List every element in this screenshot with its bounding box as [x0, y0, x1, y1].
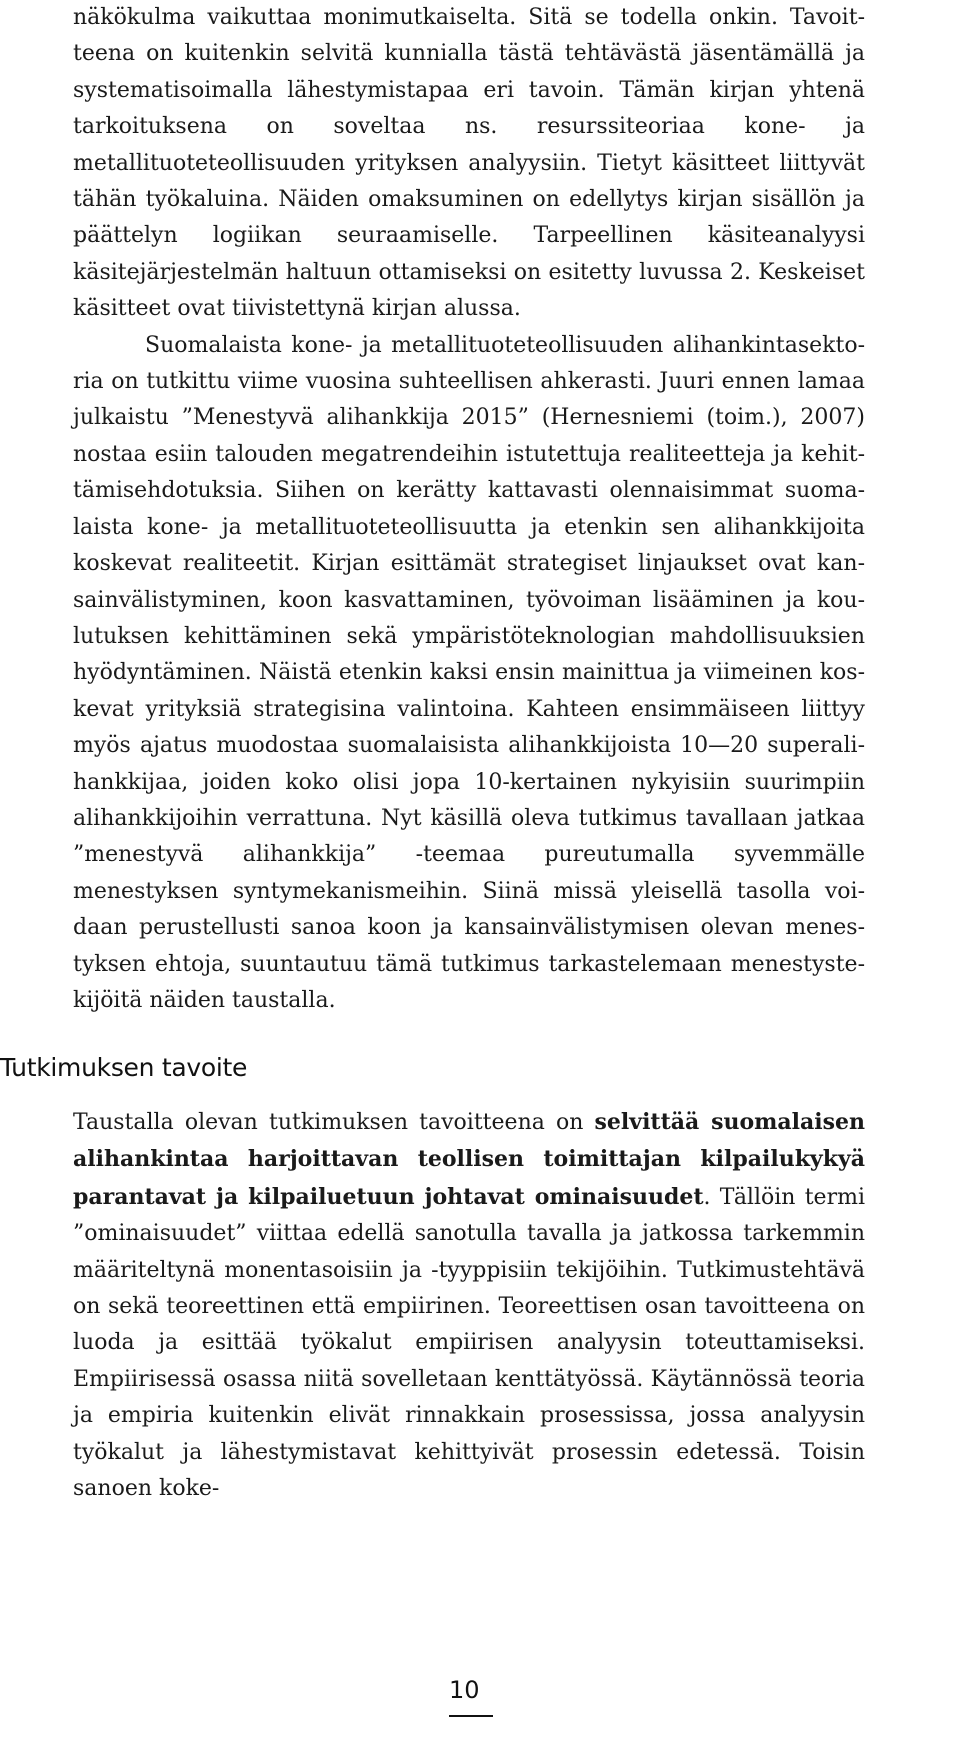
- body-text-top: [73, 0, 865, 1019]
- page-number: 10: [449, 1676, 480, 1704]
- paragraph-intro: näkökulma vaikuttaa monimutkaiselta. Sitä se todella onkin. Tavoitteena on kuitenkin selvitä kunnialla tästä tehtävästä jäsentämällä ja systematisoimalla lähestymistapaa eri tavoin. Tämän kirjan yhtenä tarkoituksena on soveltaa ns. resurssiteoriaa kone- ja metallituoteteollisuuden yrityksen analyysiin. Tietyt käsitteet liittyvät tähän työkaluina. Näiden omaksuminen on edellytys kirjan sisällön ja päättelyn logiikan seuraamiselle. Tarpeellinen käsiteanalyysi käsitejärjestelmän haltuun ottamiseksi on esitetty luvussa 2. Keskeiset käsitteet ovat tiivistettynä kirjan alussa.: [73, 5, 865, 322]
- paragraph-subcontracting-research: Suomalaista kone- ja metallituoteteollisuuden alihankintasektoria on tutkittu viime vuosina suhteellisen ahkerasti. Juuri ennen lamaa julkaistu ”Menestyvä alihankkija 2015” (Hernesniemi (toim.), 2007) nostaa esiin talouden megatrendeihin istutettuja realiteetteja ja kehittämisehdotuksia. Siihen on kerätty kattavasti olennaisimmat suomalaista kone- ja metallituoteteollisuutta ja etenkin sen alihankkijoita koskevat realiteetit. Kirjan esittämät strategiset linjaukset ovat kansainvälistyminen, koon kasvattaminen, työvoiman lisääminen ja koulutuksen kehittäminen sekä ympäristöteknologian mahdollisuuksien hyödyntäminen. Näistä etenkin kaksi ensin mainittua ja viimeinen koskevat yrityksiä strategisina valintoina. Kahteen ensimmäiseen liittyy myös ajatus muodostaa suomalaisista alihankkijoista 10—20 superalihankkijaa, joiden koko olisi jopa 10-kertainen nykyisiin suurimpiin alihankkijoihin verrattuna. Nyt käsillä oleva tutkimus tavallaan jatkaa ”menestyvä alihankkija” -teemaa pureutumalla syvemmälle menestyksen syntymekanismeihin. Siinä missä yleisellä tasolla voidaan perustellusti sanoa koon ja kansainvälistymisen olevan menestyksen ehtoja, suuntautuu tämä tutkimus tarkastelemaan menestystekijöitä näiden taustalla.: [73, 332, 865, 1013]
- goal-lead-text: Taustalla olevan tutkimuksen tavoitteena on: [73, 1110, 595, 1135]
- section-heading: Tutkimuksen tavoite: [0, 1053, 248, 1082]
- goal-rest-text: . Tällöin termi ”ominaisuudet” viittaa edellä sanotulla tavalla ja jatkossa tarkemmin määriteltynä monentasoisiin ja -tyyppisiin tekijöihin. Tutkimustehtävä on sekä teoreettinen että empiirinen. Teoreettisen osan tavoitteena on luoda ja esittää työkalut empiirisen analyysin toteuttamiseksi. Empiirisessä osassa niitä sovelletaan kenttätyössä. Käytännössä teoria ja empiria kuitenkin elivät rinnakkain prosessissa, jossa analyysin työkalut ja lähestymistavat kehittyivät prosessin edetessä. Toisin sanoen koke-: [73, 1184, 865, 1502]
- goal-emphasis-text: selvittää suomalaisen alihankintaa harjoittavan teollisen toimittajan kilpailukykyä parantavat ja kilpailuetuun johtavat ominaisuudet: [73, 1109, 866, 1210]
- paragraph-research-goal: [73, 1104, 865, 1507]
- body-text-bottom: [73, 1104, 865, 1507]
- page-number-underline: [449, 1715, 493, 1717]
